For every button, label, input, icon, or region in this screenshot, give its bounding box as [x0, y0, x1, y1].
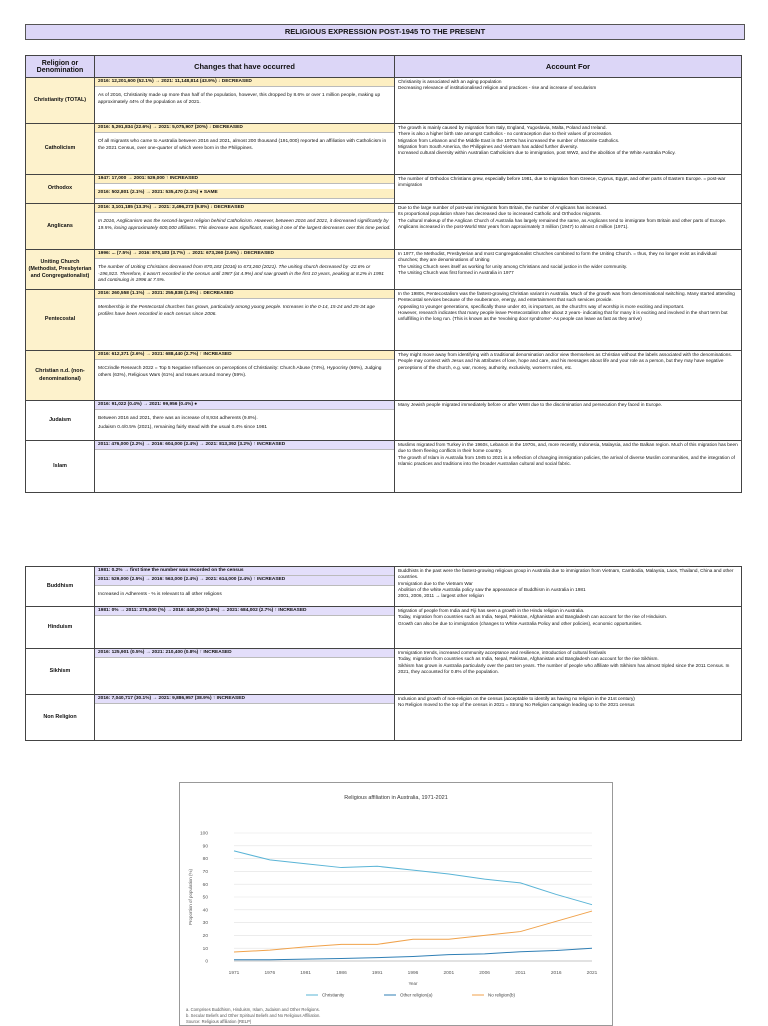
account-line: Immigration due to the Vietnam War [398, 580, 473, 586]
account-cell [395, 401, 742, 441]
table-row [26, 175, 742, 204]
religion-name: Sikhism [26, 649, 95, 695]
y-tick-label: 50 [202, 895, 208, 901]
table-row [26, 250, 742, 290]
stat-line: 2016: 260,558 (1.1%) → 2021: 255,838 (1.0%) ↓ DECREASED [95, 290, 394, 299]
y-tick-label: 10 [202, 946, 208, 952]
religion-name: Non Religion [26, 695, 95, 741]
legend-label: No religion(b) [488, 992, 516, 998]
stat-line: 2011: 476,000 (2.2%) → 2016: 604,000 (2.4%) → 2021: 813,392 (3.2%) ↑ INCREASED [95, 441, 394, 450]
stat-line: 2011: 529,000 (2.5%) → 2016: 563,000 (2.4%) → 2021: 614,000 (2.4%) ↑ INCREASED [95, 576, 394, 585]
religion-name: Anglicans [26, 204, 95, 250]
account-line: However, research indicates that many people leave Pentecostalism after about 2 years- indicating that for many it is exciting and involved in the short term but unfulfilling in the long run. (This is known as the 'revolving door syndrome'- As people can leave as fast as they arrive) [398, 309, 728, 321]
header-account: Account For [395, 56, 742, 78]
account-cell [395, 607, 742, 649]
account-line: Migration from South America, the Philippines and Vietnam has added further diversity. [398, 143, 578, 149]
account-line: Increased cultural diversity within Australian Catholicism due to immigration, post WW2, and the abolition of the White Australia Policy. [398, 150, 676, 155]
account-line: Christianity is associated with an aging population [398, 79, 502, 84]
religion-name: Christianity (TOTAL) [26, 78, 95, 124]
account-line: Sikhism has grown in Australia particularly over the past ten years. The number of people who affiliate with Sikhism has almost tripled since the 2011 Census. In 2021, they accounted for 0.8% of the population. [398, 662, 730, 674]
x-tick-label: 1991 [371, 971, 383, 976]
change-note: Between 2016 and 2021, there was an increase of 8,934 adherents (9.8%). [98, 416, 258, 422]
header-religion: Religion or Denomination [26, 56, 95, 78]
line-chart [180, 783, 612, 1025]
account-cell [395, 204, 742, 250]
changes-cell [95, 567, 395, 607]
change-note: As of 2016, Christianity made up more than half of the population, however, this dropped by 8.6% or over 1 million people, making up approximately 44% of the population as of 2021. [98, 93, 381, 105]
account-cell [395, 695, 742, 741]
account-line: Growth can also be due to immigration (changes to White Australia Policy and other policies), economic opportunities. [398, 620, 643, 626]
religion-name: Orthodox [26, 175, 95, 204]
table-row [26, 401, 742, 441]
stat-line: 1947: 17,000 → 2001: 529,000 ↑ INCREASED [95, 175, 394, 184]
stat-line: 1981: 0.2% → first time the number was recorded on the census [95, 567, 394, 576]
changes-cell [95, 351, 395, 401]
account-line: 2001, 2006, 2011 → largest other religion [398, 593, 484, 598]
table-row [26, 290, 742, 351]
account-line: In the 1980s, Pentecostalism was the fastest-growing Christian variant in Australia. Much of the growth was from denominational switching. Many started attending Pentecostal services because of the exuberance, energy, and entertainment that such services provide. [398, 291, 735, 303]
account-line: People may connect with Jesus and his attributes of love, hope and care, and his messages about life and your role as a person, but they may have negative perceptions of the church, e.g. war, money, authority, exclusivity, women's roles, etc. [398, 358, 724, 370]
account-line: Today, migration from countries such as India, Nepal, Pakistan, Afghanistan and Bangladesh can account for the rise Sikhism. [398, 656, 659, 662]
chart-footnote: a. Comprises Buddhism, Hinduism, Islam, Judaism and Other Religions. [186, 1007, 320, 1012]
religion-name: Uniting Church (Methodist, Presbyterian and Congregationalist) [26, 250, 95, 290]
account-cell [395, 649, 742, 695]
religion-name: Pentecostal [26, 290, 95, 351]
table-row [26, 607, 742, 649]
legend-label: Christianity [322, 992, 345, 998]
account-line: Appealing to younger generations, specifically those under 40, is important, as the church's way of worship is more exciting and important. [398, 303, 685, 309]
account-line: Many Jewish people migrated immediately before or after WWII due to the discrimination and persecution they faced in Europe. [398, 402, 663, 407]
chart-footnote: Source: Religious affiliation (RELP) [186, 1019, 252, 1024]
stat-line: 1996: ... (7.5%) → 2016: 870,183 (3.7%) → 2021: 673,260 (2.6%) ↓ DECREASED [95, 250, 394, 259]
y-tick-label: 0 [205, 959, 208, 965]
x-tick-label: 1986 [336, 971, 347, 976]
religion-table-other [25, 566, 742, 741]
account-cell [395, 290, 742, 351]
account-line: Abolition of the white Australia policy saw the appearance of Buddhism in Australia in 1981 [398, 586, 586, 592]
religion-name: Islam [26, 441, 95, 493]
account-line: Muslims migrated from Turkey in the 1960s, Lebanon in the 1970s, and, more recently, Indonesia, Malaysia, and the Balkan region. Much of this migration has been due to them fleeing conflicts in their home country. [398, 442, 738, 454]
account-cell [395, 78, 742, 124]
account-line: Decreasing relevance of institutionalised religion and practices - rise and increase of secularism [398, 85, 597, 91]
religion-name: Catholicism [26, 124, 95, 175]
account-line: The growth of Islam in Australia from 1945 to 2021 is a reflection of changing immigration policies, the arrival of diverse Muslim communities, and the integration of Islamic practices and traditions into the broader Australian cultural and social fabric. [398, 454, 735, 466]
chart-title: Religious affiliation in Australia, 1971-2021 [344, 795, 448, 801]
y-tick-label: 90 [202, 844, 208, 850]
change-note: In 2016, Anglicanism was the second-largest religion behind Catholicism. However, between 2016 and 2021, it decreased significantly by 19.5%, losing approximately 600,000 affiliates. This decrease was significant, making it one of the largest decreases over this time period. [98, 219, 391, 231]
table-row [26, 124, 742, 175]
account-line: Immigration trends, increased community acceptance and resilience, introduction of cultural festivals [398, 650, 606, 655]
account-line: No Religion moved to the top of the census in 2021 = Strong No Religion campaign leading up to the 2021 census [398, 702, 635, 708]
changes-cell [95, 78, 395, 124]
stat-line: 2016: 3,101,185 (13.3%) → 2021: 2,496,273 (9.8%) ↓ DECREASED [95, 204, 394, 213]
table-row [26, 351, 742, 401]
account-line: Its proportional population share has decreased due to increased Catholic and Orthodox migrants. [398, 211, 602, 217]
account-line: Migration from Lebanon and the Middle East in the 1970s has increased the number of Maronite Catholics. [398, 137, 620, 143]
y-tick-label: 80 [202, 857, 208, 863]
y-tick-label: 20 [202, 934, 208, 939]
account-line: The growth is mainly caused by migration from Italy, England, Yugoslavia, Malta, Poland and Ireland. [398, 125, 607, 130]
table-row [26, 649, 742, 695]
changes-cell [95, 250, 395, 290]
x-tick-label: 1981 [300, 971, 311, 976]
x-axis-label: Year [408, 981, 418, 986]
change-note: Increased in Adherents - % is relevant to all other religions [98, 591, 222, 597]
chart-footnote: b. Secular Beliefs and Other Spiritual Beliefs and No Religious Affiliation. [186, 1013, 321, 1018]
religion-table-main [25, 55, 742, 493]
change-note: McCrindle Research 2022 = Top 5 Negative Influences on perceptions of Christianity: Church Abuse (74%), Hypocrisy (66%), Judging others (63%), Religious Wars (61%) and Issues around money (59%). [98, 366, 382, 378]
stat-line: 2016: 502,801 (2.1%) → 2021: 535,470 (2.1%) ● SAME [95, 189, 394, 198]
table-row [26, 78, 742, 124]
stat-line: 2016: 7,040,717 (30.1%) → 2021: 9,886,957 (38.9%) ↑ INCREASED [95, 695, 394, 704]
y-tick-label: 100 [199, 831, 208, 837]
changes-cell [95, 441, 395, 493]
change-note: Of all migrants who came to Australia between 2016 and 2021, almost 200 thousand (191,000) reported an affiliation with Catholicism in the 2021 Census, over one-quarter of which were born in the Philippines. [98, 139, 387, 151]
series-line-1 [234, 948, 592, 960]
account-line: The Uniting Church was first formed in Australia in 1977 [398, 269, 514, 275]
header-changes: Changes that have occurred [95, 56, 395, 78]
account-cell [395, 175, 742, 204]
account-line: The cultural makeup of the Anglican Church of Australia has largely remained the same, as Anglicans tend to immigrate from Britain and other parts of Europe. [398, 217, 727, 223]
account-line: Anglicans increased in the post-World War years from approximately 3 million (1947) to almost 4 million (1971). [398, 223, 629, 229]
account-line: The Uniting Church sees itself as working for unity among Christians and social justice in the wider community. [398, 263, 628, 269]
account-line: Due to the large number of post-war immigrants from Britain, the number of Anglicans has increased. [398, 205, 608, 210]
series-line-2 [234, 911, 592, 952]
stat-line: 1981: 0% → 2011: 275,000 (%) → 2016: 440,300 (1.9%) → 2021: 684,002 (2.7%) ↑ INCREASED [95, 607, 394, 616]
stat-line: 2016: 12,201,600 (52.1%) → 2021: 11,148,814 (43.9%) ↓ DECREASED [95, 78, 394, 87]
account-line: Buddhists in the past were the fastest-growing religious group in Australia due to immigration from Vietnam, Cambodia, Malaysia, Laos, Thailand, China and other countries. [398, 568, 734, 580]
stat-line: 2016: 5,291,834 (22.6%) → 2021: 5,075,907 (20%) ↓ DECREASED [95, 124, 394, 133]
x-tick-label: 1976 [264, 971, 276, 976]
x-tick-label: 2016 [550, 971, 562, 976]
y-tick-label: 30 [202, 921, 208, 927]
religion-name: Christian n.d. (non-denominational) [26, 351, 95, 401]
change-note: Membership in the Pentecostal churches has grown, particularly among young people. Increases in the 0-14, 15-24 and 25-34 age profiles have been recorded in each census since 2006. [98, 305, 375, 317]
changes-cell [95, 175, 395, 204]
stat-line: 2016: 125,901 (0.5%) → 2021: 210,400 (0.8%) ↑ INCREASED [95, 649, 394, 658]
changes-cell [95, 401, 395, 441]
account-line: Today, migration from countries such as India, Nepal, Pakistan, Afghanistan and Bangladesh can account for the rise of Hinduism. [398, 614, 668, 620]
religion-name: Buddhism [26, 567, 95, 607]
x-tick-label: 2021 [586, 971, 598, 976]
account-line: They might move away from identifying with a traditional denomination and/or view themselves as Christian without the labels associated with the denominations. [398, 352, 733, 357]
legend-label: Other religion(a) [400, 992, 433, 998]
stat-line: 2016: 91,022 (0.4%) → 2021: 99,956 (0.4%) ● [95, 401, 394, 410]
changes-cell [95, 649, 395, 695]
y-tick-label: 40 [202, 908, 208, 914]
changes-cell [95, 204, 395, 250]
change-note: The number of Uniting Christians decreased from 870,183 (2016) to 673,260 (2021). The uniting church decreased by -22.6% or -196,923. Therefore, it wasn't recorded in the census until 1987 (at 4.9%) and saw growth in the first 10 years, peaking at 8.2% in 1991 and continuing in 1996 at 7.5%. [98, 265, 384, 284]
changes-cell [95, 124, 395, 175]
x-tick-label: 2006 [479, 971, 490, 976]
account-line: The number of Orthodox Christians grew, especially before 1981, due to migration from Greece, Cyprus, Egypt, and other parts of Eastern Europe. = post-war immigration [398, 176, 726, 188]
y-axis-label: Proportion of population (%) [188, 868, 193, 926]
x-tick-label: 1971 [228, 971, 240, 976]
account-cell [395, 351, 742, 401]
series-line-0 [234, 851, 592, 905]
account-line: In 1977, the Methodist, Presbyterian and most Congregationalist Churches combined to form the Uniting Church. = thus, they no longer exist as individual churches; they are denominations of Uniting [398, 251, 717, 263]
account-line: There is also a higher birth rate amongst Catholics - no contraception due to their values of procreation. [398, 131, 613, 137]
changes-cell [95, 695, 395, 741]
page-title: RELIGIOUS EXPRESSION POST-1945 TO THE PRESENT [25, 24, 745, 40]
x-tick-label: 1996 [407, 971, 419, 976]
y-tick-label: 60 [202, 882, 208, 888]
x-tick-label: 2011 [515, 971, 526, 976]
account-line: Inclusion and growth of non-religion on the census (acceptable to identify as having no religion in the 21st century) [398, 696, 635, 701]
religious-affiliation-chart [179, 782, 613, 1026]
table-row [26, 204, 742, 250]
religion-name: Judaism [26, 401, 95, 441]
table-row [26, 441, 742, 493]
account-cell [395, 441, 742, 493]
y-tick-label: 70 [202, 870, 208, 875]
account-cell [395, 250, 742, 290]
stat-line: 2016: 612,371 (2.6%) → 2021: 688,440 (2.7%) ↑ INCREASED [95, 351, 394, 360]
changes-cell [95, 290, 395, 351]
account-line: Migration of people from India and Fiji has seen a growth in the Hindu religion in Australia. [398, 608, 585, 613]
change-note: Judaism 0.4/0.5% (2021), remaining fairly stead with the usual 0.4% since 1981 [98, 424, 268, 430]
account-cell [395, 124, 742, 175]
table-row [26, 567, 742, 607]
x-tick-label: 2001 [443, 971, 455, 976]
account-cell [395, 567, 742, 607]
changes-cell [95, 607, 395, 649]
table-row [26, 695, 742, 741]
religion-name: Hinduism [26, 607, 95, 649]
